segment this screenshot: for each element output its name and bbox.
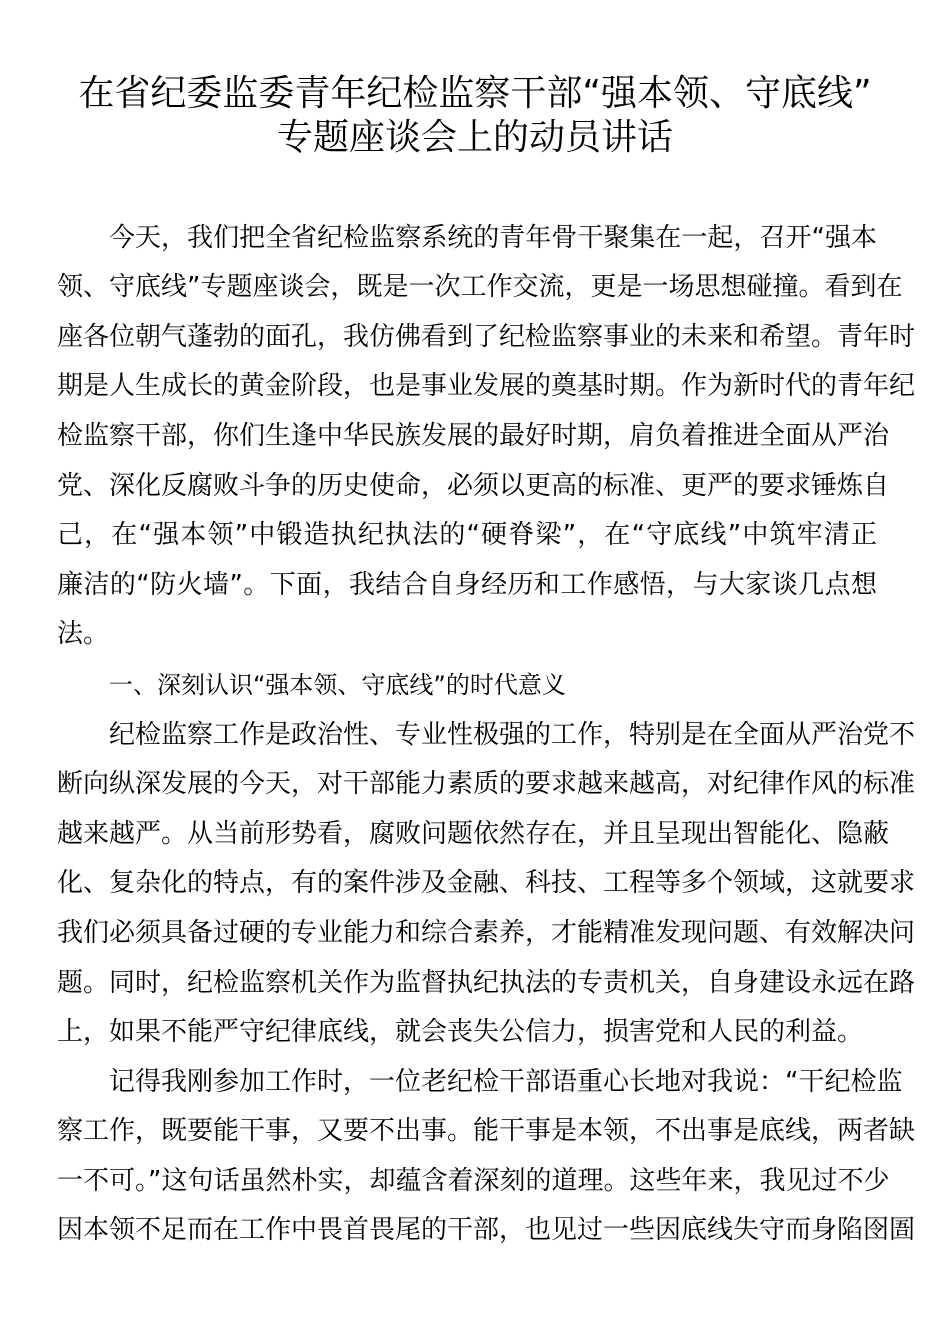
paragraph-2-line-5: 我们必须具备过硬的专业能力和综合素养，才能精准发现问题、有效解决问 [57, 918, 916, 948]
document-title-line-1: 在省纪委监委青年纪检监察干部“强本领、守底线” [78, 73, 872, 114]
paragraph-2-line-2: 断向纵深发展的今天，对干部能力素质的要求越来越高，对纪律作风的标准 [57, 769, 916, 799]
paragraph-3-line-1: 记得我刚参加工作时，一位老纪检干部语重心长地对我说：“干纪检监 [109, 1067, 903, 1097]
paragraph-3-line-2: 察工作，既要能干事，又要不出事。能干事是本领，不出事是底线，两者缺 [57, 1116, 916, 1146]
paragraph-2-line-4: 化、复杂化的特点，有的案件涉及金融、科技、工程等多个领域，这就要求 [57, 868, 916, 898]
paragraph-1-line-5: 检监察干部，你们生逢中华民族发展的最好时期，肩负着推进全面从严治 [57, 421, 890, 451]
paragraph-3-line-3: 一不可。”这句话虽然朴实，却蕴含着深刻的道理。这些年来，我见过不少 [57, 1166, 890, 1196]
paragraph-1-line-9: 法。 [57, 619, 110, 649]
paragraph-2-line-7: 上，如果不能严守纪律底线，就会丧失公信力，损害党和人民的利益。 [57, 1017, 864, 1047]
paragraph-1-line-3: 座各位朝气蓬勃的面孔，我仿佛看到了纪检监察事业的未来和希望。青年时 [57, 322, 916, 352]
paragraph-2-line-6: 题。同时，纪检监察机关作为监督执纪执法的专责机关，自身建设永远在路 [57, 968, 916, 998]
paragraph-1-line-1: 今天，我们把全省纪检监察系统的青年骨干聚集在一起，召开“强本 [109, 223, 877, 253]
paragraph-3-line-4: 因本领不足而在工作中畏首畏尾的干部，也见过一些因底线失守而身陷囹圄 [57, 1215, 916, 1245]
paragraph-1-line-6: 党、深化反腐败斗争的历史使命，必须以更高的标准、更严的要求锤炼自 [57, 471, 890, 501]
document-title-line-2: 专题座谈会上的动员讲话 [276, 117, 673, 158]
paragraph-1-line-7: 己，在“强本领”中锻造执纪执法的“硬脊梁”，在“守底线”中筑牢清正 [57, 520, 877, 550]
paragraph-1-line-8: 廉洁的“防火墙”。下面，我结合自身经历和工作感悟，与大家谈几点想 [57, 570, 877, 600]
paragraph-2-line-3: 越来越严。从当前形势看，腐败问题依然存在，并且呈现出智能化、隐蔽 [57, 819, 890, 849]
paragraph-2-line-1: 纪检监察工作是政治性、专业性极强的工作，特别是在全面从严治党不 [109, 720, 916, 750]
paragraph-1-line-2: 领、守底线”专题座谈会，既是一次工作交流，更是一场思想碰撞。看到在 [57, 272, 903, 302]
section-heading-1: 一、深刻认识“强本领、守底线”的时代意义 [109, 671, 566, 699]
paragraph-1-line-4: 期是人生成长的黄金阶段，也是事业发展的奠基时期。作为新时代的青年纪 [57, 371, 916, 401]
